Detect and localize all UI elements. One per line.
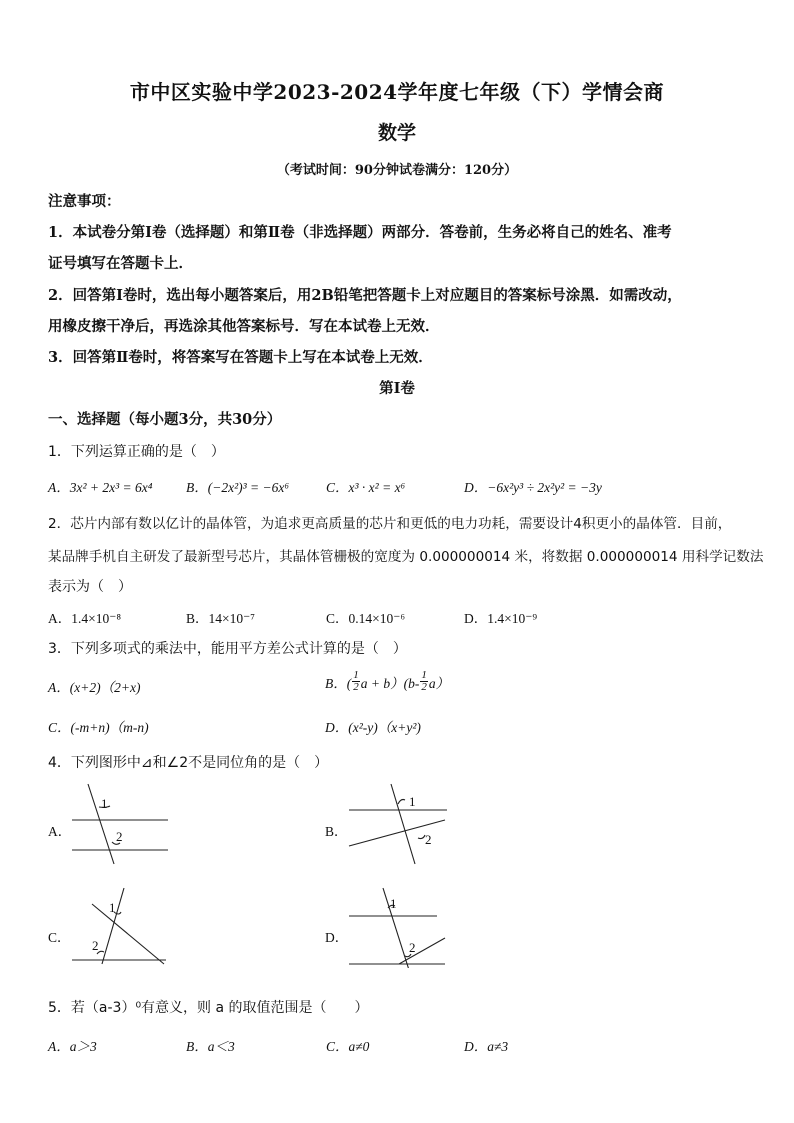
question-5-stem: 5．若（a-3）⁰有意义，则 a 的取值范围是（ ） [48,1000,369,1016]
question-5-option-c[interactable]: C．a≠0 [326,1039,370,1054]
question-1-stem: 1．下列运算正确的是（ ） [48,444,225,460]
notes-heading: 注意事项： [48,193,121,210]
question-1-option-c[interactable]: C．x³ · x² = x⁶ [326,480,406,495]
figure-c-angle-1-label: 1 [109,900,116,915]
option-b-middle: a + b）(b- [360,675,420,691]
question-1-option-a[interactable]: A．3x² + 2x³ = 6x⁴ [48,480,153,495]
question-1-option-b[interactable]: B．(−2x²)³ = −6x⁶ [186,480,290,495]
question-1-option-d[interactable]: D．−6x²y³ ÷ 2x²y² = −3y [464,480,602,495]
question-2-option-a[interactable]: A．1.4×10⁻⁸ [48,611,122,626]
figure-a-parallel-lines [66,780,176,866]
subject-title: 数学 [377,122,416,144]
figure-c-angle-2-label: 2 [92,938,99,953]
question-5-option-b[interactable]: B．a＜3 [186,1039,235,1054]
fraction-denominator: 2 [353,681,359,693]
question-2-option-b[interactable]: B．14×10⁻⁷ [186,611,255,626]
fraction-half-2 [420,670,428,693]
fraction-numerator: 1 [421,669,427,681]
question-3-option-d[interactable]: D．(x²-y)（x+y²) [325,720,421,735]
question-4-option-c-label[interactable]: C． [48,930,71,945]
exam-title: 市中区实验中学2023-2024学年度七年级（下）学情会商 [129,80,665,104]
figure-b-arc-2 [418,835,425,839]
question-4-option-d-label[interactable]: D． [325,930,349,945]
question-2-option-c[interactable]: C．0.14×10⁻⁶ [326,611,406,626]
question-4-option-b-label[interactable]: B． [325,824,348,839]
question-5-option-d[interactable]: D．a≠3 [464,1039,509,1054]
figure-b-arc-1 [398,800,405,805]
figure-b-lines [343,780,453,866]
note-1-line-2: 证号填写在答题卡上． [48,255,193,272]
fraction-denominator: 2 [421,681,427,693]
option-b-suffix: a） [428,675,450,691]
fraction-numerator: 1 [353,669,359,681]
question-4-option-a-label[interactable]: A． [48,824,72,839]
figure-b-angle-2-label: 2 [425,832,432,847]
question-2-option-d[interactable]: D．1.4×10⁻⁹ [464,611,538,626]
question-3-stem: 3．下列多项式的乘法中，能用平方差公式计算的是（ ） [48,641,407,657]
note-1-line-1: 1．本试卷分第Ⅰ卷（选择题）和第Ⅱ卷（非选择题）两部分．答卷前，生务必将自己的姓名、准考 [48,224,672,241]
figure-d-angle-1-label: 1 [390,896,397,911]
question-4-stem: 4．下列图形中⊿和∠2不是同位角的是（ ） [48,755,329,771]
figure-a-angle-1-label: 1 [101,796,108,811]
question-2-line-1: 2．芯片内部有数以亿计的晶体管，为追求更高质量的芯片和更低的电力功耗，需要设计4积更小的晶体管．目前， [48,516,732,532]
figure-d-lines [343,882,453,968]
question-2-line-3: 表示为（ ） [48,579,132,595]
figure-c-slanted-line [92,904,164,964]
note-3: 3．回答第Ⅱ卷时，将答案写在答题卡上写在本试卷上无效． [48,349,433,366]
figure-c-triangle [66,882,176,968]
question-3-option-c[interactable]: C．(-m+n)（m-n) [48,720,149,735]
fraction-half-1 [352,670,360,693]
question-2-line-2: 某品牌手机自主研发了最新型号芯片，其晶体管栅极的宽度为 0.000000014 米，将数据 0.000000014 用科学记数法 [48,549,764,565]
option-b-prefix: B．( [325,675,352,691]
figure-b-angle-1-label: 1 [409,794,416,809]
figure-d-angle-2-label: 2 [409,940,416,955]
question-3-option-a[interactable]: A．(x+2)（2+x) [48,680,141,695]
figure-d-slanted-line [399,938,445,964]
part-one-title: 第Ⅰ卷 [379,380,415,397]
section-heading: 一、选择题（每小题3分，共30分） [48,411,282,428]
note-2-line-1: 2．回答第Ⅰ卷时，选出每小题答案后，用2B铅笔把答题卡上对应题目的答案标号涂黑．如需改动， [48,287,682,304]
figure-a-angle-2-label: 2 [116,829,123,844]
question-5-option-a[interactable]: A．a＞3 [48,1039,97,1054]
exam-info: （考试时间：90分钟试卷满分：120分） [276,163,518,178]
question-3-option-b[interactable] [325,670,449,693]
note-2-line-2: 用橡皮擦干净后，再选涂其他答案标号．写在本试卷上无效． [48,318,440,335]
